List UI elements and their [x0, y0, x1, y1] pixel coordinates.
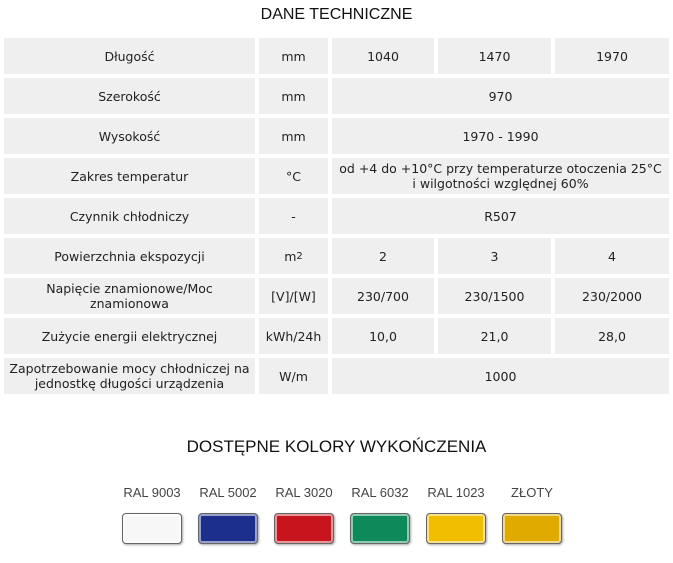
row-label: Zakres temperatur	[4, 158, 255, 194]
row-unit: W/m	[259, 358, 328, 394]
row-value: 1970 - 1990	[332, 118, 669, 154]
row-value: od +4 do +10°C przy temperaturze otoczenia 25°C i wilgotności względnej 60%	[332, 158, 669, 194]
row-unit: mm	[259, 38, 328, 74]
color-label: RAL 1023	[427, 485, 485, 500]
color-label: RAL 5002	[199, 485, 257, 500]
color-swatch	[350, 513, 410, 544]
row-value: 970	[332, 78, 669, 114]
row-value: R507	[332, 198, 669, 234]
color-swatch	[502, 513, 562, 544]
unit-exponent: 2	[296, 250, 303, 262]
row-unit: °C	[259, 158, 328, 194]
color-swatch	[122, 513, 182, 544]
row-value: 230/1500	[438, 278, 551, 314]
row-label: Czynnik chłodniczy	[4, 198, 255, 234]
row-unit: mm	[259, 118, 328, 154]
row-label: Długość	[4, 38, 255, 74]
row-value: 3	[438, 238, 551, 274]
row-unit	[259, 238, 328, 274]
row-value: 1000	[332, 358, 669, 394]
row-value: 28,0	[555, 318, 669, 354]
row-value: 10,0	[332, 318, 434, 354]
color-label: ZŁOTY	[511, 485, 553, 500]
row-label: Powierzchnia ekspozycji	[4, 238, 255, 274]
colors-title: DOSTĘPNE KOLORY WYKOŃCZENIA	[186, 437, 487, 456]
color-label: RAL 9003	[123, 485, 181, 500]
row-value: 2	[332, 238, 434, 274]
color-label: RAL 6032	[351, 485, 409, 500]
row-unit: [V]/[W]	[259, 278, 328, 314]
color-swatch	[198, 513, 258, 544]
section-title: DANE TECHNICZNE	[260, 6, 413, 23]
color-swatch	[426, 513, 486, 544]
row-value: 1470	[438, 38, 551, 74]
unit-base: m	[284, 248, 297, 264]
row-label: Szerokość	[4, 78, 255, 114]
row-label: Wysokość	[4, 118, 255, 154]
row-value: 21,0	[438, 318, 551, 354]
color-label: RAL 3020	[275, 485, 333, 500]
row-value: 230/700	[332, 278, 434, 314]
row-unit: -	[259, 198, 328, 234]
row-unit: mm	[259, 78, 328, 114]
row-value: 230/2000	[555, 278, 669, 314]
row-label: Zapotrzebowanie mocy chłodniczej na jednostkę długości urządzenia	[4, 358, 255, 394]
row-value: 1970	[555, 38, 669, 74]
row-value: 1040	[332, 38, 434, 74]
row-label: Zużycie energii elektrycznej	[4, 318, 255, 354]
row-unit: kWh/24h	[259, 318, 328, 354]
color-swatch	[274, 513, 334, 544]
row-value: 4	[555, 238, 669, 274]
row-label: Napięcie znamionowe/Moc znamionowa	[4, 278, 255, 314]
